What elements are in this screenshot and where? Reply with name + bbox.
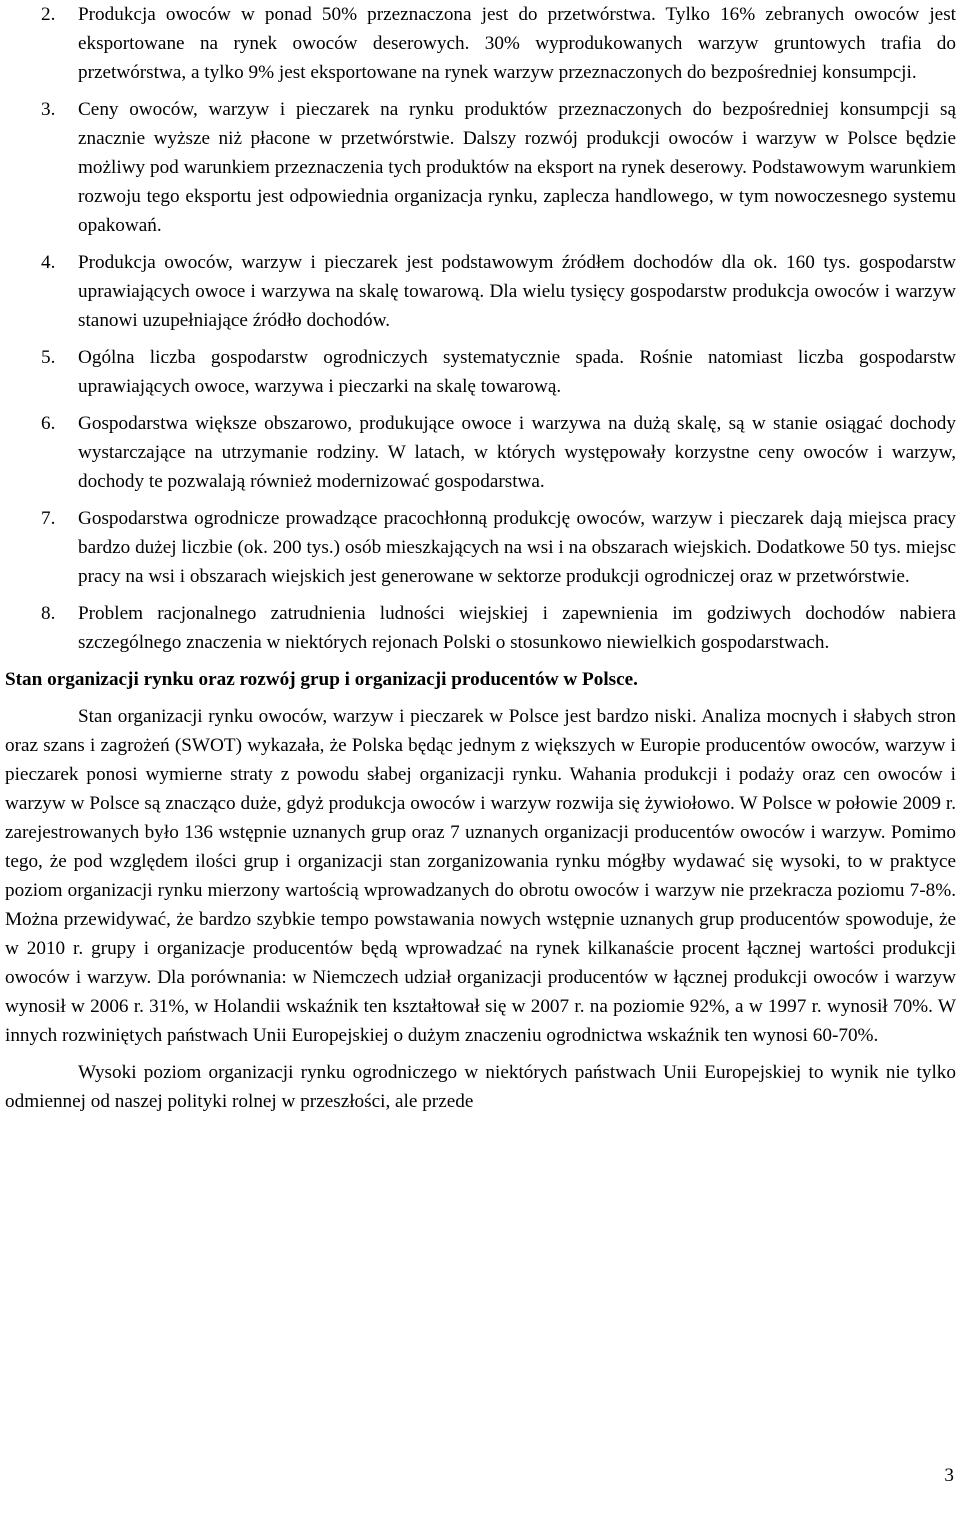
list-item [5, 95, 956, 240]
list-item [5, 0, 956, 87]
document-page [5, 0, 956, 1124]
list-item [5, 599, 956, 657]
list-item-number: 8. [41, 603, 56, 624]
body-paragraph: Wysoki poziom organizacji rynku ogrodniczego w niektórych państwach Unii Europejskiej to wynik nie tylko odmiennej od naszej polityki rolnej w przeszłości, ale przede [5, 1062, 956, 1112]
list-item [5, 343, 956, 401]
list-item-number: 7. [41, 508, 56, 529]
list-item-text: Gospodarstwa ogrodnicze prowadzące pracochłonną produkcję owoców, warzyw i pieczarek dają miejsca pracy bardzo dużej liczbie (ok. 200 tys.) osób mieszkających na wsi i na obszarach wiejskich. Dodatkowe 50 tys. miejsc pracy na wsi i obszarach wiejskich jest generowane w sektorze produkcji ogrodniczej oraz w przetwórstwie. [78, 508, 956, 587]
list-item-text: Produkcja owoców, warzyw i pieczarek jest podstawowym źródłem dochodów dla ok. 160 tys. gospodarstw uprawiających owoce i warzywa na skalę towarową. Dla wielu tysięcy gospodarstw produkcja owoców i warzyw stanowi uzupełniające źródło dochodów. [78, 252, 956, 331]
list-item-text: Produkcja owoców w ponad 50% przeznaczona jest do przetwórstwa. Tylko 16% zebranych owoców jest eksportowane na rynek owoców deserowych. 30% wyprodukowanych warzyw gruntowych trafia do przetwórstwa, a tylko 9% jest eksportowane na rynek warzyw przeznaczonych do bezpośredniej konsumpcji. [78, 4, 956, 83]
list-item-number: 4. [41, 252, 56, 273]
list-item [5, 504, 956, 591]
page-number: 3 [944, 1465, 954, 1486]
list-item-text: Gospodarstwa większe obszarowo, produkujące owoce i warzywa na dużą skalę, są w stanie osiągać dochody wystarczające na utrzymanie rodziny. W latach, w których występowały korzystne ceny owoców i warzyw, dochody te pozwalają również modernizować gospodarstwa. [78, 413, 956, 492]
list-item-text: Problem racjonalnego zatrudnienia ludności wiejskiej i zapewnienia im godziwych dochodów nabiera szczególnego znaczenia w niektórych rejonach Polski o stosunkowo niewielkich gospodarstwach. [78, 603, 956, 653]
list-item [5, 409, 956, 496]
list-item-number: 5. [41, 347, 56, 368]
section-heading: Stan organizacji rynku oraz rozwój grup i organizacji producentów w Polsce. [5, 669, 638, 690]
list-item [5, 248, 956, 335]
list-item-number: 6. [41, 413, 56, 434]
numbered-list [5, 0, 956, 657]
list-item-text: Ogólna liczba gospodarstw ogrodniczych systematycznie spada. Rośnie natomiast liczba gospodarstw uprawiających owoce, warzywa i pieczarki na skalę towarową. [78, 347, 956, 397]
body-paragraph: Stan organizacji rynku owoców, warzyw i pieczarek w Polsce jest bardzo niski. Analiza mocnych i słabych stron oraz szans i zagrożeń (SWOT) wykazała, że Polska będąc jednym z większych w Europie producentów owoców, warzyw i pieczarek ponosi wymierne straty z powodu słabej organizacji rynku. Wahania produkcji i podaży oraz cen owoców i warzyw w Polsce są znacząco duże, gdyż produkcja owoców i warzyw rozwija się żywiołowo. W Polsce w połowie 2009 r. zarejestrowanych było 136 wstępnie uznanych grup oraz 7 uznanych organizacji producentów owoców i warzyw. Pomimo tego, że pod względem ilości grup i organizacji stan zorganizowania rynku mógłby wydawać się wysoki, to w praktyce poziom organizacji rynku mierzony wartością wprowadzanych do obrotu owoców i warzyw nie przekracza poziomu 7-8%. Można przewidywać, że bardzo szybkie tempo powstawania nowych wstępnie uznanych grup producentów spowoduje, że w 2010 r. grupy i organizacje producentów będą wprowadzać na rynek kilkanaście procent łącznej wartości produkcji owoców i warzyw. Dla porównania: w Niemczech udział organizacji producentów w łącznej produkcji owoców i warzyw wynosił w 2006 r. 31%, w Holandii wskaźnik ten kształtował się w 2007 r. na poziomie 92%, a w 1997 r. wynosił 70%. W innych rozwiniętych państwach Unii Europejskiej o dużym znaczeniu ogrodnictwa wskaźnik ten wynosi 60-70%. [5, 706, 956, 1046]
list-item-number: 2. [41, 4, 56, 25]
list-item-number: 3. [41, 99, 56, 120]
list-item-text: Ceny owoców, warzyw i pieczarek na rynku produktów przeznaczonych do bezpośredniej konsumpcji są znacznie wyższe niż płacone w przetwórstwie. Dalszy rozwój produkcji owoców i warzyw w Polsce będzie możliwy pod warunkiem przeznaczenia tych produktów na eksport na rynek deserowy. Podstawowym warunkiem rozwoju tego eksportu jest odpowiednia organizacja rynku, zaplecza handlowego, w tym nowoczesnego systemu opakowań. [78, 99, 956, 236]
